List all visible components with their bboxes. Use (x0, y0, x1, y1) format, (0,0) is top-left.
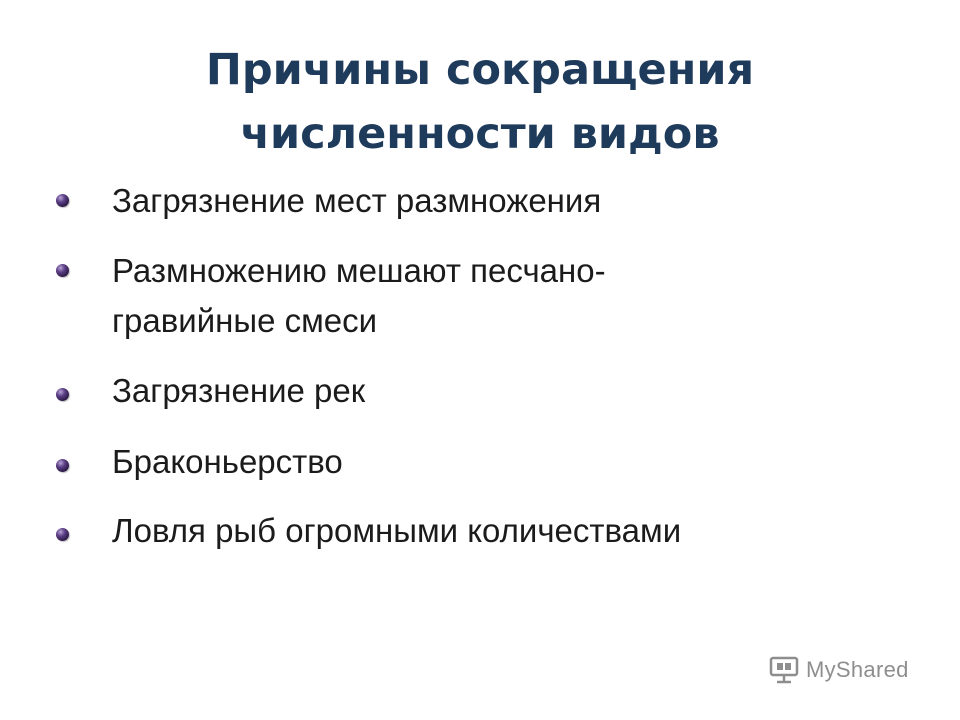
bullet-dot-icon (56, 459, 69, 472)
bullet-text-2: Размножению мешают песчано- гравийные смеси (112, 252, 606, 339)
bullet-dot-icon (56, 388, 69, 401)
bullet-dot-icon (56, 264, 69, 277)
watermark-text: MyShared (806, 657, 909, 682)
bullet-text-3: Загрязнение рек (112, 372, 366, 409)
bullet-text-4: Браконьерство (112, 443, 343, 480)
slide-title-line-1: Причины сокращения (205, 45, 755, 95)
mysha red-watermark (768, 655, 909, 685)
presentation-screen-icon (768, 655, 800, 685)
bullet-dot-icon (56, 528, 69, 541)
bullet-text-5: Ловля рыб огромными количествами (112, 512, 682, 549)
bullet-dot-icon (56, 194, 69, 207)
slide-title-line-2: численности видов (240, 109, 720, 159)
bullet-text-1: Загрязнение мест размножения (112, 182, 602, 219)
